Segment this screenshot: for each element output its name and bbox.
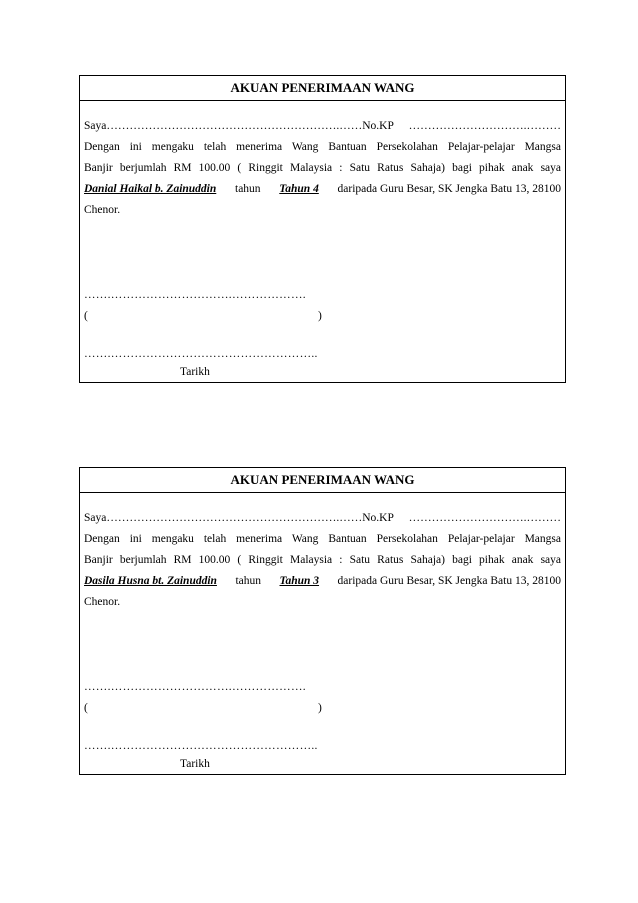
year-label: Tahun 4: [279, 183, 319, 195]
receipt-form-2: [79, 467, 566, 775]
form-body: [84, 468, 561, 774]
town-line: Chenor.: [84, 204, 121, 216]
town-line: Chenor.: [84, 596, 121, 608]
year-label: Tahun 3: [279, 575, 320, 587]
signature-line: …….………………………….……………….: [84, 681, 306, 693]
paren-close: ): [318, 310, 322, 322]
date-line: …….……………………………………………..: [84, 740, 318, 752]
receipt-form-1: [79, 75, 566, 383]
form-body: [84, 76, 561, 382]
paren-close: ): [318, 702, 322, 714]
tahun-word: tahun: [235, 183, 261, 195]
name-parentheses: [84, 700, 561, 716]
name-ic-line: Saya…………………………………………………….……No.KP ………………………….………: [84, 512, 561, 524]
school-text: daripada Guru Besar, SK Jengka Batu 13, 28100: [337, 183, 561, 195]
student-line: [84, 573, 561, 589]
paren-open: (: [84, 702, 88, 714]
amount-line: Banjir berjumlah RM 100.00 ( Ringgit Malaysia : Satu Ratus Sahaja) bagi pihak anak saya: [84, 162, 561, 174]
date-line: …….……………………………………………..: [84, 348, 318, 360]
date-label: Tarikh: [180, 758, 210, 770]
amount-line: Banjir berjumlah RM 100.00 ( Ringgit Malaysia : Satu Ratus Sahaja) bagi pihak anak saya: [84, 554, 561, 566]
paren-open: (: [84, 310, 88, 322]
declaration-line: Dengan ini mengaku telah menerima Wang Bantuan Persekolahan Pelajar-pelajar Mangsa: [84, 141, 561, 153]
school-text: daripada Guru Besar, SK Jengka Batu 13, 28100: [337, 575, 561, 587]
date-label: Tarikh: [180, 366, 210, 378]
student-line: [84, 181, 561, 197]
student-name: Dasila Husna bt. Zainuddin: [84, 575, 217, 587]
declaration-line: Dengan ini mengaku telah menerima Wang Bantuan Persekolahan Pelajar-pelajar Mangsa: [84, 533, 561, 545]
name-ic-line: Saya…………………………………………………….……No.KP ………………………….………: [84, 120, 561, 132]
form-title: AKUAN PENERIMAAN WANG: [80, 76, 565, 101]
tahun-word: tahun: [235, 575, 261, 587]
signature-line: …….………………………….……………….: [84, 289, 306, 301]
name-parentheses: [84, 308, 561, 324]
form-title: AKUAN PENERIMAAN WANG: [80, 468, 565, 493]
student-name: Danial Haikal b. Zainuddin: [84, 183, 217, 195]
